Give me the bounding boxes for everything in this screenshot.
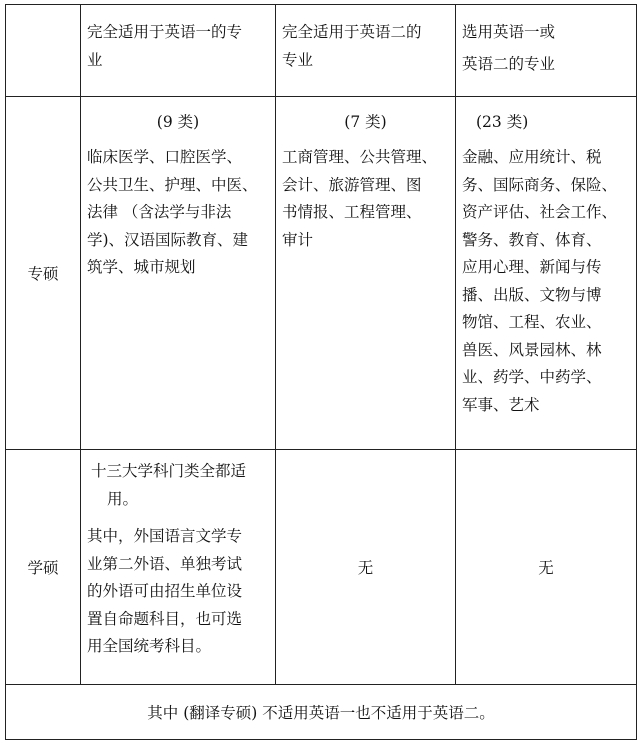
header-text: 完全适用于英语二的 — [282, 23, 422, 41]
english-exam-table — [5, 4, 637, 740]
text-line: 军事、艺术 — [462, 395, 540, 414]
text-line: 应用心理、新闻与传 — [462, 258, 602, 276]
corner-cell — [6, 5, 81, 97]
footer-row — [6, 685, 637, 740]
text-line: 用全国统考科目。 — [87, 637, 212, 655]
academic-row — [6, 450, 637, 685]
professional-col1 — [81, 97, 276, 450]
row-label-academic: 学硕 — [6, 450, 81, 685]
header-col1 — [81, 5, 276, 97]
text-line: 用。 — [107, 489, 139, 508]
footer-note: 其中 (翻译专硕) 不适用英语一也不适用于英语二。 — [6, 685, 637, 740]
professional-col2 — [276, 97, 456, 450]
text-line: 警务、教育、体育、 — [462, 230, 602, 249]
text-line: 物馆、工程、农业、 — [462, 313, 602, 331]
row-label-professional: 专硕 — [6, 97, 81, 450]
text-line: 播、出版、文物与博 — [462, 285, 602, 304]
text-line: 会计、旅游管理、图 — [282, 175, 422, 194]
text-line: 公共卫生、护理、中医、 — [87, 175, 258, 194]
text-line: 兽医、风景园林、林 — [462, 340, 602, 359]
text-line: 业、药学、中药学、 — [462, 368, 602, 386]
category-count: (9 类) — [156, 113, 200, 131]
text-line: 法律 （含法学与非法 — [87, 203, 232, 221]
text-line: 业第二外语、单独考试 — [87, 554, 243, 573]
header-text: 选用英语一或 — [462, 23, 556, 41]
text-line: 务、国际商务、保险、 — [462, 175, 618, 194]
text-line: 金融、应用统计、税 — [462, 148, 602, 166]
text-line: 其中，外国语言文学专 — [87, 527, 243, 545]
text-line: 筑学、城市规划 — [87, 258, 196, 276]
header-text: 完全适用于英语一的专 — [87, 23, 243, 41]
text-line: 工商管理、公共管理、 — [282, 148, 438, 166]
header-col3 — [456, 5, 637, 97]
category-count: (7 类) — [344, 113, 387, 131]
text-line: 审计 — [282, 230, 314, 249]
text-line: 十三大学科门类全都适 — [91, 462, 247, 480]
header-col2 — [276, 5, 456, 97]
text-line: 临床医学、口腔医学、 — [87, 148, 243, 166]
header-text: 业 — [87, 50, 103, 69]
header-text: 英语二的专业 — [462, 54, 556, 73]
category-count: (23 类) — [476, 113, 529, 131]
text-line: 置自命题科目，也可选 — [87, 609, 243, 628]
academic-col2: 无 — [276, 450, 456, 685]
text-line: 学)、汉语国际教育、建 — [87, 230, 249, 249]
text-line: 资产评估、社会工作、 — [462, 203, 618, 221]
header-text: 专业 — [282, 50, 314, 69]
text-line: 书情报、工程管理、 — [282, 203, 422, 221]
academic-col3: 无 — [456, 450, 637, 685]
academic-col1 — [81, 450, 276, 685]
professional-row — [6, 97, 637, 450]
professional-col3 — [456, 97, 637, 450]
header-row — [6, 5, 637, 97]
text-line: 的外语可由招生单位设 — [87, 582, 243, 600]
